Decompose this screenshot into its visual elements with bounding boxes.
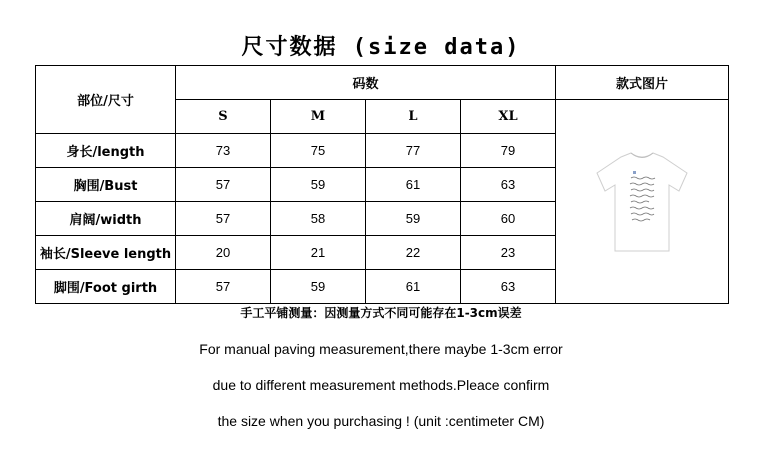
row-label-width: 肩阔/width [36,202,176,236]
style-image-cell [556,100,729,304]
measurement-note-chinese: 手工平铺测量：因测量方式不同可能存在1-3cm误差 [240,306,522,320]
table-cell: 61 [366,270,461,304]
style-image-header: 款式图片 [556,66,729,100]
table-cell: 22 [366,236,461,270]
row-label-foot-girth: 脚围/Foot girth [36,270,176,304]
table-cell: 59 [366,202,461,236]
size-xl-header: XL [461,100,556,134]
table-cell: 59 [271,168,366,202]
measurement-note-line-3: the size when you purchasing ! (unit :centimeter CM) [217,413,545,429]
table-cell: 57 [176,270,271,304]
size-s-header: S [176,100,271,134]
page-title: 尺寸数据 (size data) [241,35,521,60]
table-cell: 20 [176,236,271,270]
row-label-length: 身长/length [36,134,176,168]
table-cell: 73 [176,134,271,168]
size-table [35,65,729,304]
table-cell: 21 [271,236,366,270]
table-cell: 75 [271,134,366,168]
row-label-bust: 胸围/Bust [36,168,176,202]
table-cell: 58 [271,202,366,236]
table-cell: 77 [366,134,461,168]
size-l-header: L [366,100,461,134]
measurement-note-line-1: For manual paving measurement,there maybe 1-3cm error [199,341,563,357]
table-cell: 79 [461,134,556,168]
size-m-header: M [271,100,366,134]
table-cell: 57 [176,168,271,202]
table-cell: 60 [461,202,556,236]
table-cell: 57 [176,202,271,236]
tshirt-image [583,143,701,261]
measurement-note-line-2: due to different measurement methods.Pleace confirm [212,377,550,393]
table-cell: 63 [461,270,556,304]
table-cell: 23 [461,236,556,270]
part-size-header: 部位/尺寸 [36,66,176,134]
table-cell: 61 [366,168,461,202]
size-code-header: 码数 [176,66,556,100]
table-cell: 59 [271,270,366,304]
table-cell: 63 [461,168,556,202]
row-label-sleeve-length: 袖长/Sleeve length [36,236,176,270]
